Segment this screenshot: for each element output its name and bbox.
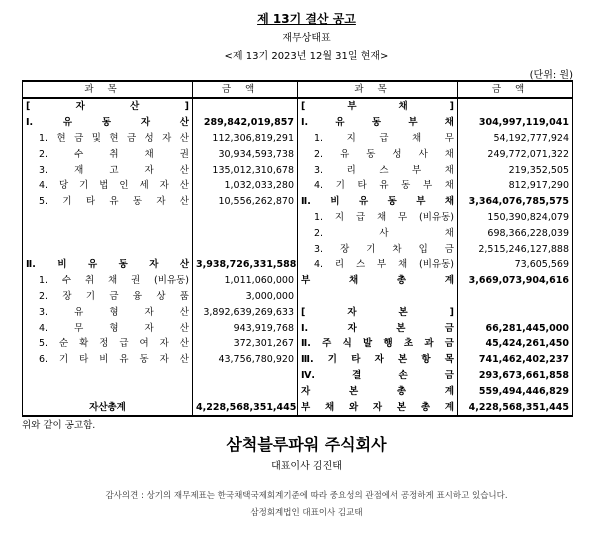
liability-equity-item <box>298 225 458 241</box>
asset-item <box>23 289 193 305</box>
asset-amount: 135,012,310,678 <box>193 162 298 178</box>
liability-equity-item <box>298 352 458 368</box>
asset-amount: 289,842,019,857 <box>193 115 298 131</box>
liability-equity-item <box>298 368 458 384</box>
balance-sheet-table <box>22 80 573 417</box>
asset-amount <box>193 383 298 399</box>
item-label: Ⅰ. 자 본 금 <box>301 322 454 334</box>
liability-equity-item <box>298 115 458 131</box>
table-row <box>23 289 573 305</box>
table-row <box>23 162 573 178</box>
liability-equity-amount: 741,462,402,237 <box>458 352 573 368</box>
asset-item <box>23 178 193 194</box>
item-label: [ 부 채 ] <box>301 101 454 113</box>
liability-equity-amount: 2,515,246,127,888 <box>458 241 573 257</box>
item-label: 5. 순 확 정 급 여 자 산 <box>39 338 189 350</box>
col-header-assets-amount: 금액 <box>193 81 298 98</box>
liability-equity-item <box>298 273 458 289</box>
asset-amount: 10,556,262,870 <box>193 194 298 210</box>
table-row <box>23 241 573 257</box>
asset-item <box>23 194 193 210</box>
asset-item <box>23 273 193 289</box>
table-row <box>23 399 573 416</box>
item-label: 부 채 와 자 본 총 계 <box>301 401 454 413</box>
liability-equity-amount: 698,366,228,039 <box>458 225 573 241</box>
liability-equity-item <box>298 178 458 194</box>
table-row <box>23 336 573 352</box>
item-label: 5. 기 타 유 동 자 산 <box>39 196 189 208</box>
table-row <box>23 131 573 147</box>
liability-equity-amount: 249,772,071,322 <box>458 146 573 162</box>
table-row <box>23 115 573 131</box>
liability-equity-item <box>298 383 458 399</box>
asset-amount: 112,306,819,291 <box>193 131 298 147</box>
liability-equity-item <box>298 98 458 115</box>
auditor-name: 삼정회계법인 대표이사 김교태 <box>250 508 363 518</box>
table-row <box>23 320 573 336</box>
asset-item <box>23 352 193 368</box>
table-row <box>23 98 573 115</box>
table-row <box>23 225 573 241</box>
asset-amount: 4,228,568,351,445 <box>193 399 298 416</box>
asset-amount: 1,032,033,280 <box>193 178 298 194</box>
item-label: 4. 기 타 유 동 부 채 <box>314 180 454 192</box>
liability-equity-item <box>298 399 458 416</box>
liability-equity-item <box>298 304 458 320</box>
asset-amount: 3,892,639,269,633 <box>193 304 298 320</box>
asset-amount <box>193 241 298 257</box>
item-label: 4. 리 스 부 채 (비유동) <box>314 259 454 271</box>
liability-equity-amount: 812,917,290 <box>458 178 573 194</box>
item-label: 부 채 총 계 <box>301 275 454 287</box>
liability-equity-amount <box>458 289 573 305</box>
asset-amount <box>193 368 298 384</box>
liability-equity-item <box>298 131 458 147</box>
asset-item <box>23 131 193 147</box>
item-label: [ 자 본 ] <box>301 306 454 318</box>
asset-item <box>23 225 193 241</box>
asset-amount: 30,934,593,738 <box>193 146 298 162</box>
liability-equity-amount: 150,390,824,079 <box>458 210 573 226</box>
company-name: 삼척블루파워 주식회사 <box>226 435 387 454</box>
item-label: 3. 장 기 차 입 금 <box>314 243 454 255</box>
asset-amount <box>193 210 298 226</box>
table-row <box>23 304 573 320</box>
asset-item <box>23 210 193 226</box>
liability-equity-amount <box>458 304 573 320</box>
liability-equity-item <box>298 162 458 178</box>
asset-amount: 43,756,780,920 <box>193 352 298 368</box>
item-label: 1. 지 급 채 무 (비유동) <box>314 211 454 223</box>
item-label: 3. 리 스 부 채 <box>314 164 454 176</box>
item-label: 2. 수 취 채 권 <box>39 148 189 160</box>
item-label: 2. 사 채 <box>314 227 454 239</box>
item-label: 3. 재 고 자 산 <box>39 164 189 176</box>
audit-opinion: 감사의견 : 상기의 재무제표는 한국채택국제회계기준에 따라 중요성의 관점에서 공정하게 표시하고 있습니다. <box>105 491 508 501</box>
item-label: 2. 유 동 성 사 채 <box>314 148 454 160</box>
liability-equity-amount: 219,352,505 <box>458 162 573 178</box>
ceo-name: 대표이사 김진태 <box>271 461 342 472</box>
asset-item <box>23 336 193 352</box>
item-label: 1. 지 급 채 무 <box>314 132 454 144</box>
item-label: 1. 현 금 및 현 금 성 자 산 <box>39 132 189 144</box>
asset-item <box>23 257 193 273</box>
liability-equity-amount: 293,673,661,858 <box>458 368 573 384</box>
liability-equity-amount: 73,605,569 <box>458 257 573 273</box>
asset-item <box>23 304 193 320</box>
item-label: Ⅱ. 비 유 동 부 채 <box>301 196 454 208</box>
col-header-liab-item: 과목 <box>298 81 458 98</box>
liability-equity-item <box>298 257 458 273</box>
liability-equity-amount: 66,281,445,000 <box>458 320 573 336</box>
asset-item <box>23 162 193 178</box>
table-row <box>23 194 573 210</box>
item-label: Ⅳ. 결 손 금 <box>301 369 454 381</box>
asset-amount: 1,011,060,000 <box>193 273 298 289</box>
notice-statement: 위와 같이 공고함. <box>22 420 96 431</box>
asset-item <box>23 115 193 131</box>
liability-equity-item <box>298 194 458 210</box>
notice-title: 제 13기 결산 공고 <box>257 12 356 26</box>
unit-label: (단위: 원) <box>529 70 573 81</box>
item-label: Ⅱ. 주 식 발 행 초 과 금 <box>301 338 454 350</box>
table-header-row <box>23 81 573 98</box>
item-label: 6. 기 타 비 유 동 자 산 <box>39 354 189 366</box>
asset-item <box>23 320 193 336</box>
asset-amount: 372,301,267 <box>193 336 298 352</box>
item-label: Ⅰ. 유 동 자 산 <box>26 117 189 129</box>
liability-equity-item <box>298 320 458 336</box>
liability-equity-amount: 3,364,076,785,575 <box>458 194 573 210</box>
liability-equity-amount: 4,228,568,351,445 <box>458 399 573 416</box>
item-label: [ 자 산 ] <box>26 101 189 113</box>
item-label: 4. 당 기 법 인 세 자 산 <box>39 180 189 192</box>
item-label: Ⅰ. 유 동 부 채 <box>301 117 454 129</box>
statement-name: 재무상태표 <box>282 33 331 44</box>
liability-equity-item <box>298 210 458 226</box>
item-label: Ⅱ. 비 유 동 자 산 <box>26 259 189 271</box>
item-label: 2. 장 기 금 융 상 품 <box>39 290 189 302</box>
liability-equity-amount: 45,424,261,450 <box>458 336 573 352</box>
liability-equity-amount: 3,669,073,904,616 <box>458 273 573 289</box>
liability-equity-item <box>298 289 458 305</box>
table-row <box>23 352 573 368</box>
asset-item <box>23 98 193 115</box>
liability-equity-item <box>298 241 458 257</box>
asset-item <box>23 399 193 416</box>
item-label: 4. 무 형 자 산 <box>39 322 189 334</box>
liability-equity-item <box>298 336 458 352</box>
col-header-liab-amount: 금액 <box>458 81 573 98</box>
item-label: 1. 수 취 채 권 (비유동) <box>39 275 189 287</box>
table-row <box>23 210 573 226</box>
item-label: 자산총계 <box>89 401 126 413</box>
item-label: 3. 유 형 자 산 <box>39 306 189 318</box>
table-row <box>23 368 573 384</box>
table-row <box>23 257 573 273</box>
liability-equity-amount: 304,997,119,041 <box>458 115 573 131</box>
item-label: 자 본 총 계 <box>301 385 454 397</box>
asset-amount <box>193 225 298 241</box>
table-row <box>23 383 573 399</box>
asset-item <box>23 146 193 162</box>
asset-amount <box>193 98 298 115</box>
table-row <box>23 178 573 194</box>
statement-date: <제 13기 2023년 12월 31일 현재> <box>224 51 389 62</box>
asset-item <box>23 368 193 384</box>
item-label: Ⅲ. 기 타 자 본 항 목 <box>301 354 454 366</box>
asset-amount: 943,919,768 <box>193 320 298 336</box>
liability-equity-amount <box>458 98 573 115</box>
asset-amount: 3,000,000 <box>193 289 298 305</box>
table-row <box>23 273 573 289</box>
asset-item <box>23 241 193 257</box>
liability-equity-amount: 559,494,446,829 <box>458 383 573 399</box>
asset-amount: 3,938,726,331,588 <box>193 257 298 273</box>
col-header-assets-item: 과목 <box>23 81 193 98</box>
liability-equity-item <box>298 146 458 162</box>
asset-item <box>23 383 193 399</box>
table-row <box>23 146 573 162</box>
liability-equity-amount: 54,192,777,924 <box>458 131 573 147</box>
